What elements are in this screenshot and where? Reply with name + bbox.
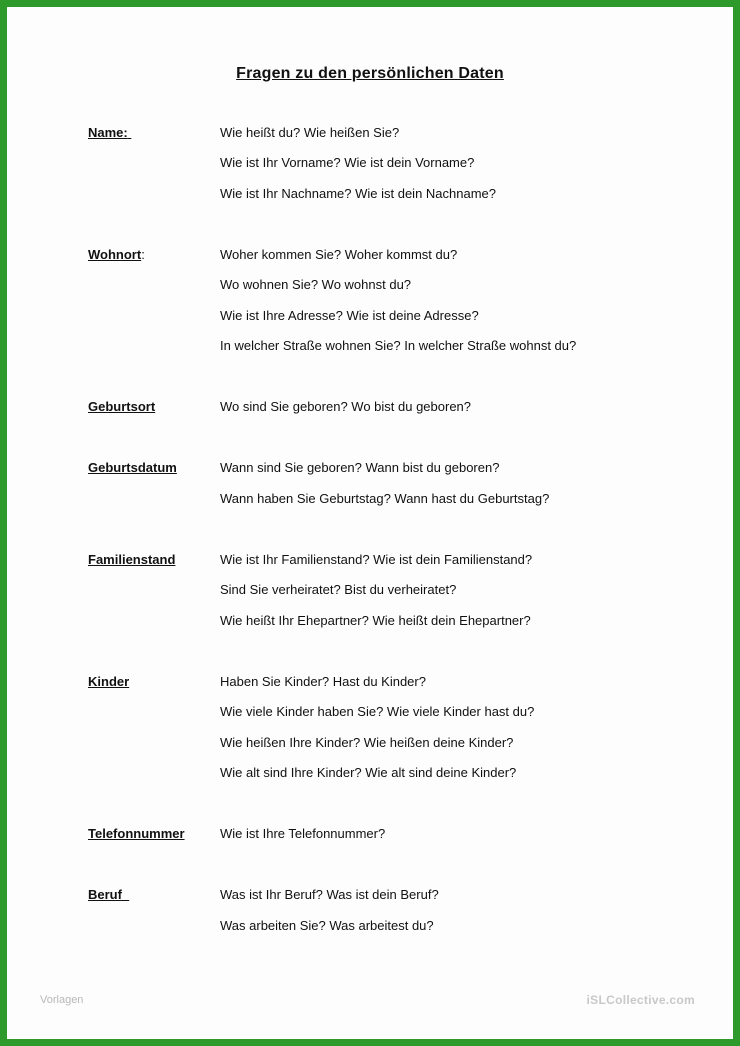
question-line: Was arbeiten Sie? Was arbeitest du? bbox=[220, 918, 434, 933]
question-line: Was ist Ihr Beruf? Was ist dein Beruf? bbox=[220, 887, 439, 902]
page-title: Fragen zu den persönlichen Daten bbox=[236, 65, 504, 82]
question-line: Wie viele Kinder haben Sie? Wie viele Kinder hast du? bbox=[220, 704, 535, 719]
worksheet-page bbox=[7, 7, 733, 1039]
label-text: Telefonnummer bbox=[88, 826, 185, 841]
section-label-familienstand bbox=[88, 552, 175, 567]
section-label-geburtsort bbox=[88, 399, 155, 414]
section-label-wohnort bbox=[88, 247, 145, 262]
question-line: Wie ist Ihr Vorname? Wie ist dein Vorname? bbox=[220, 155, 475, 170]
question-line: Woher kommen Sie? Woher kommst du? bbox=[220, 247, 458, 262]
question-line: Wie alt sind Ihre Kinder? Wie alt sind deine Kinder? bbox=[220, 765, 517, 780]
section-label-kinder bbox=[88, 674, 129, 689]
question-line: Wie ist Ihr Familienstand? Wie ist dein Familienstand? bbox=[220, 552, 533, 567]
section-label-beruf bbox=[88, 887, 129, 902]
question-line: Haben Sie Kinder? Hast du Kinder? bbox=[220, 674, 426, 689]
question-line: Wie ist Ihre Adresse? Wie ist deine Adresse? bbox=[220, 308, 479, 323]
question-line: Wie heißen Ihre Kinder? Wie heißen deine Kinder? bbox=[220, 735, 514, 750]
question-line: In welcher Straße wohnen Sie? In welcher Straße wohnst du? bbox=[220, 338, 577, 353]
label-text: Name: bbox=[88, 125, 128, 140]
question-line: Wann sind Sie geboren? Wann bist du geboren? bbox=[220, 460, 500, 475]
section-label-telefonnummer bbox=[88, 826, 185, 841]
section-label-geburtsdatum bbox=[88, 460, 177, 475]
question-line: Wo sind Sie geboren? Wo bist du geboren? bbox=[220, 399, 472, 414]
label-text: Familienstand bbox=[88, 552, 176, 567]
label-text: Geburtsort bbox=[88, 399, 156, 414]
question-line: Wo wohnen Sie? Wo wohnst du? bbox=[220, 277, 412, 292]
label-colon: : bbox=[141, 247, 145, 262]
question-line: Wie heißt du? Wie heißen Sie? bbox=[220, 125, 400, 140]
label-text: Wohnort bbox=[88, 247, 142, 262]
question-line: Sind Sie verheiratet? Bist du verheiratet? bbox=[220, 582, 457, 597]
footer-watermark-right: iSLCollective.com bbox=[586, 993, 695, 1007]
label-text: Kinder bbox=[88, 674, 130, 689]
section-label-name bbox=[88, 125, 131, 140]
question-line: Wie ist Ihr Nachname? Wie ist dein Nachname? bbox=[220, 186, 497, 201]
label-text: Beruf bbox=[88, 887, 122, 902]
question-line: Wie heißt Ihr Ehepartner? Wie heißt dein Ehepartner? bbox=[220, 613, 531, 628]
footer-watermark-left: Vorlagen bbox=[40, 994, 84, 1006]
label-text: Geburtsdatum bbox=[88, 460, 177, 475]
question-line: Wie ist Ihre Telefonnummer? bbox=[220, 826, 386, 841]
question-line: Wann haben Sie Geburtstag? Wann hast du Geburtstag? bbox=[220, 491, 550, 506]
